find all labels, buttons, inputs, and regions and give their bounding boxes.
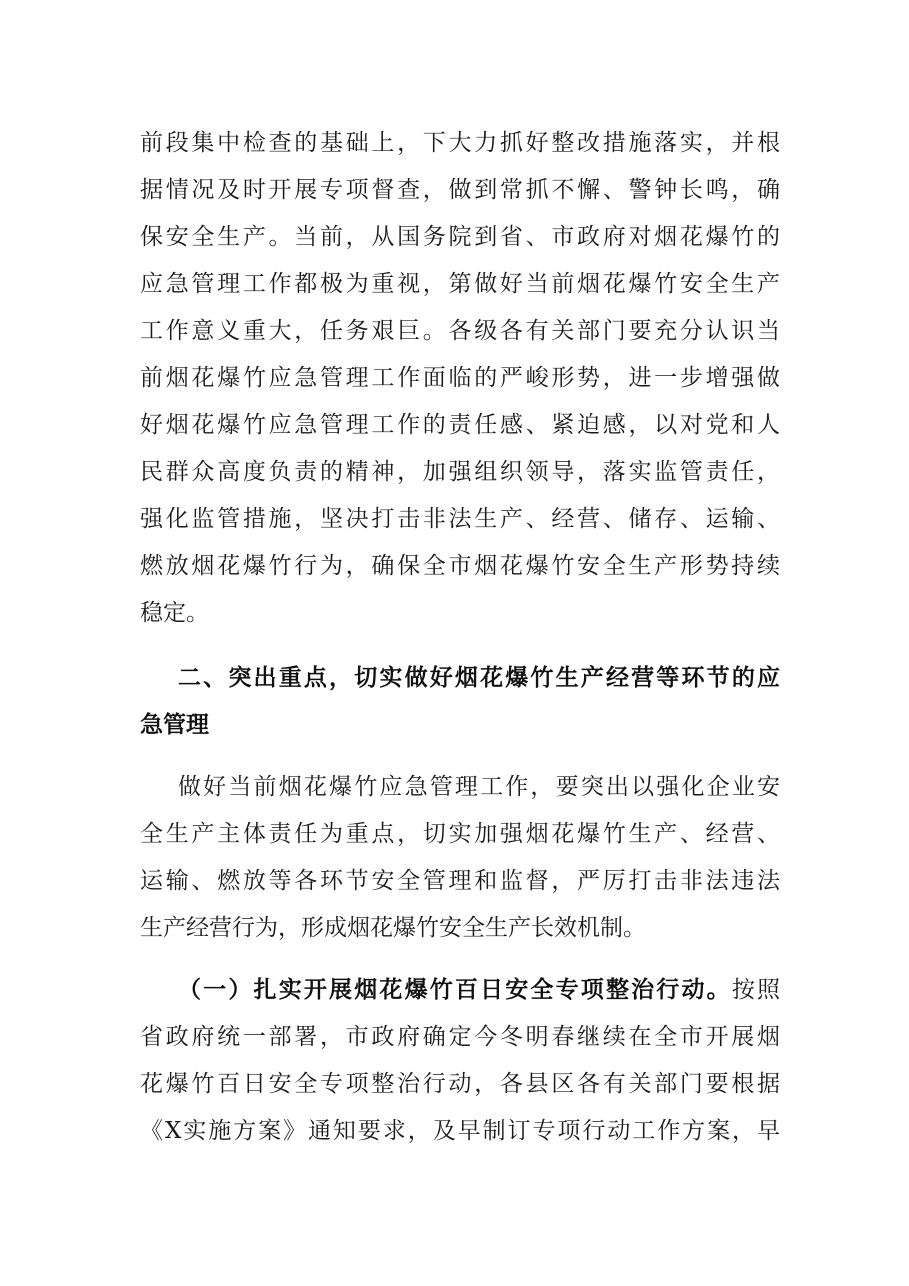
body-text-line: 工作意义重大，任务艰巨。各级各有关部门要充分认识当 [140, 318, 780, 344]
body-text-line: 生产经营行为，形成烟花爆竹安全生产长效机制。 [140, 915, 646, 941]
body-text-line: 前段集中检查的基础上，下大力抓好整改措施落实，并根 [140, 130, 780, 156]
body-text-line: 做好当前烟花爆竹应急管理工作，要突出以强化企业安 [178, 774, 780, 800]
section-heading-line: 二、突出重点，切实做好烟花爆竹生产经营等环节的应 [178, 665, 780, 691]
body-text-line: 全生产主体责任为重点，切实加强烟花爆竹生产、经营、 [140, 821, 780, 847]
body-text-line: 民群众高度负责的精神，加强组织领导，落实监管责任， [140, 459, 780, 485]
body-text-line: 好烟花爆竹应急管理工作的责任感、紧迫感，以对党和人 [140, 412, 780, 438]
subsection-lead-text: 按照 [731, 977, 781, 1003]
body-text-line: 保安全生产。当前，从国务院到省、市政府对烟花爆竹的 [140, 224, 780, 250]
body-text-line: 燃放烟花爆竹行为，确保全市烟花爆竹安全生产形势持续 [140, 553, 780, 579]
body-text-line: 运输、燃放等各环节安全管理和监督，严厉打击非法违法 [140, 868, 780, 894]
body-text-line: 应急管理工作都极为重视，第做好当前烟花爆竹安全生产 [140, 271, 780, 297]
section-heading-line: 急管理 [140, 712, 209, 738]
body-text-line: 稳定。 [140, 600, 209, 626]
body-text-line: 花爆竹百日安全专项整治行动，各县区各有关部门要根据 [140, 1071, 780, 1097]
subsection-title: （一）扎实开展烟花爆竹百日安全专项整治行动。 [178, 977, 732, 1003]
body-text-line: 省政府统一部署，市政府确定今冬明春继续在全市开展烟 [140, 1024, 780, 1050]
body-text-line: 前烟花爆竹应急管理工作面临的严峻形势，进一步增强做 [140, 365, 780, 391]
body-text-line: 据情况及时开展专项督查，做到常抓不懈、警钟长鸣，确 [140, 177, 780, 203]
body-text-line: 《X实施方案》通知要求，及早制订专项行动工作方案，早 [140, 1118, 780, 1144]
subsection-lead-line [178, 974, 780, 1006]
body-text-line: 强化监管措施，坚决打击非法生产、经营、储存、运输、 [140, 506, 780, 532]
